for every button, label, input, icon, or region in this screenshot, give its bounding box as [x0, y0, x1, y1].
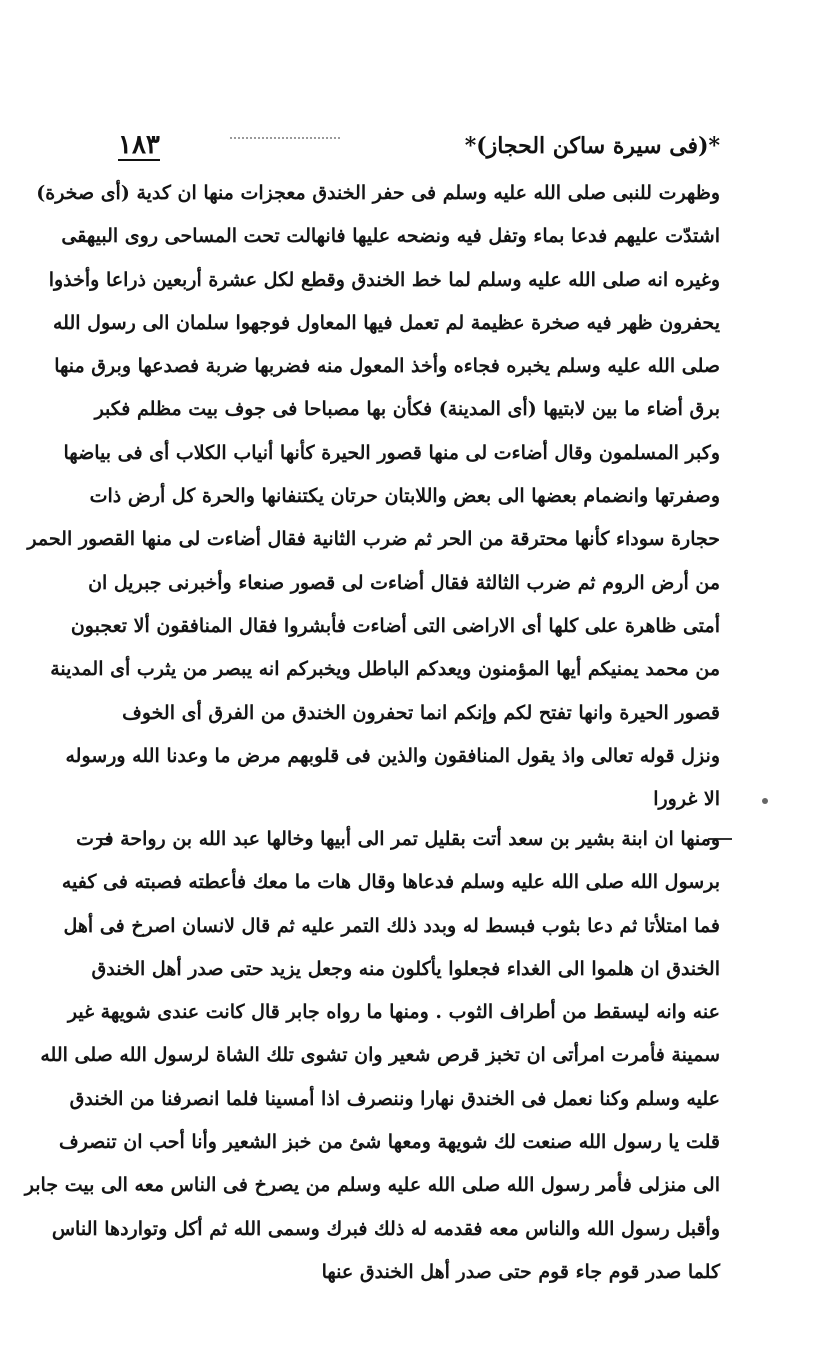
text-line: قلت يا رسول الله صنعت لك شويهة ومعها شئ من خبز الشعير وأنا أحب ان تنصرف — [59, 1131, 720, 1154]
text-line: برسول الله صلى الله عليه وسلم فدعاها وقال هات ما معك فأعطته فصبته فى كفيه — [61, 871, 720, 894]
text-line: فما امتلأتا ثم دعا بثوب فبسط له وبدد ذلك التمر عليه ثم قال لانسان اصرخ فى أهل — [63, 914, 720, 937]
text-line: صلى الله عليه وسلم يخبره فجاءه وأخذ المعول منه فضربها ضربة فصدعها وبرق منها — [54, 355, 720, 378]
text-line: وأقبل رسول الله والناس معه فقدمه له ذلك فبرك وسمى الله ثم أكل وتواردها الناس — [51, 1217, 720, 1240]
text-line: من محمد يمنيكم أيها المؤمنون ويعدكم الباطل ويخبركم انه يبصر من يثرب أى المدينة — [50, 658, 720, 681]
page-header — [110, 126, 730, 166]
text-line: اشتدّت عليهم فدعا بماء وتفل فيه ونضحه عليها فانهالت تحت المساحى روى البيهقى — [61, 225, 720, 248]
header-ornament — [230, 137, 340, 139]
text-line: الخندق ان هلموا الى الغداء فجعلوا يأكلون منه وجعل يزيد حتى صدر أهل الخندق — [91, 957, 720, 980]
text-line: وغيره انه صلى الله عليه وسلم لما خط الخندق وقطع لكل عشرة أربعين ذراعا وأخذوا — [48, 268, 720, 291]
text-line: ومنها ان ابنة بشير بن سعد أتت بقليل تمر الى أبيها وخالها عبد الله بن رواحة فرت — [76, 828, 720, 850]
text-line: الى منزلى فأمر رسول الله صلى الله عليه وسلم من يصرخ فى الناس معه الى بيت جابر — [24, 1174, 720, 1197]
text-line: الا غرورا — [653, 788, 720, 811]
paragraph-2 — [24, 818, 720, 1294]
text-line: عليه وسلم وكنا نعمل فى الخندق نهارا وننصرف اذا أمسينا فلما انصرفنا من الخندق — [69, 1087, 720, 1110]
text-line: حجارة سوداء كأنها محترقة من الحر ثم ضرب الثانية فقال أضاءت لى منها القصور الحمر — [27, 528, 720, 551]
text-line: وكبر المسلمون وقال أضاءت لى منها قصور الحيرة كأنها أنياب الكلاب أى فى بياضها — [63, 441, 720, 464]
text-line: من أرض الروم ثم ضرب الثالثة فقال أضاءت لى قصور صنعاء وأخبرنى جبريل ان — [88, 571, 720, 594]
text-line: سمينة فأمرت امرأتى ان تخبز قرص شعير وان تشوى تلك الشاة لرسول الله صلى الله — [40, 1044, 720, 1067]
margin-dot — [762, 798, 768, 804]
text-line: ونزل قوله تعالى واذ يقول المنافقون والذين فى قلوبهم مرض ما وعدنا الله ورسوله — [65, 744, 720, 767]
text-line: وظهرت للنبى صلى الله عليه وسلم فى حفر الخندق معجزات منها ان كدية (أى صخرة) — [36, 182, 720, 204]
page-number: ١٨٣ — [118, 129, 160, 160]
text-line: أمتى ظاهرة على كلها أى الاراضى التى أضاءت فأبشروا فقال المنافقون ألا تعجبون — [70, 614, 720, 637]
text-line: عنه وانه ليسقط من أطراف الثوب . ومنها ما رواه جابر قال كانت عندى شويهة غير — [67, 1001, 720, 1024]
running-title: *(فى سيرة ساكن الحجاز)* — [464, 133, 720, 159]
paragraph-1 — [27, 172, 720, 821]
text-line: يحفرون ظهر فيه صخرة عظيمة لم تعمل فيها المعاول فوجهوا سلمان الى رسول الله — [52, 311, 720, 334]
text-line: برق أضاء ما بين لابتيها (أى المدينة) فكأن بها مصباحا فى جوف بيت مظلم فكبر — [94, 398, 720, 421]
text-line: وصفرتها وانضمام بعضها الى بعض واللابتان حرتان يكتنفانها والحرة كل أرض ذات — [89, 485, 720, 508]
text-line: قصور الحيرة وانها تفتح لكم وإنكم انما تحفرون الخندق من الفرق أى الخوف — [122, 701, 720, 724]
text-line: كلما صدر قوم جاء قوم حتى صدر أهل الخندق عنها — [321, 1260, 720, 1283]
